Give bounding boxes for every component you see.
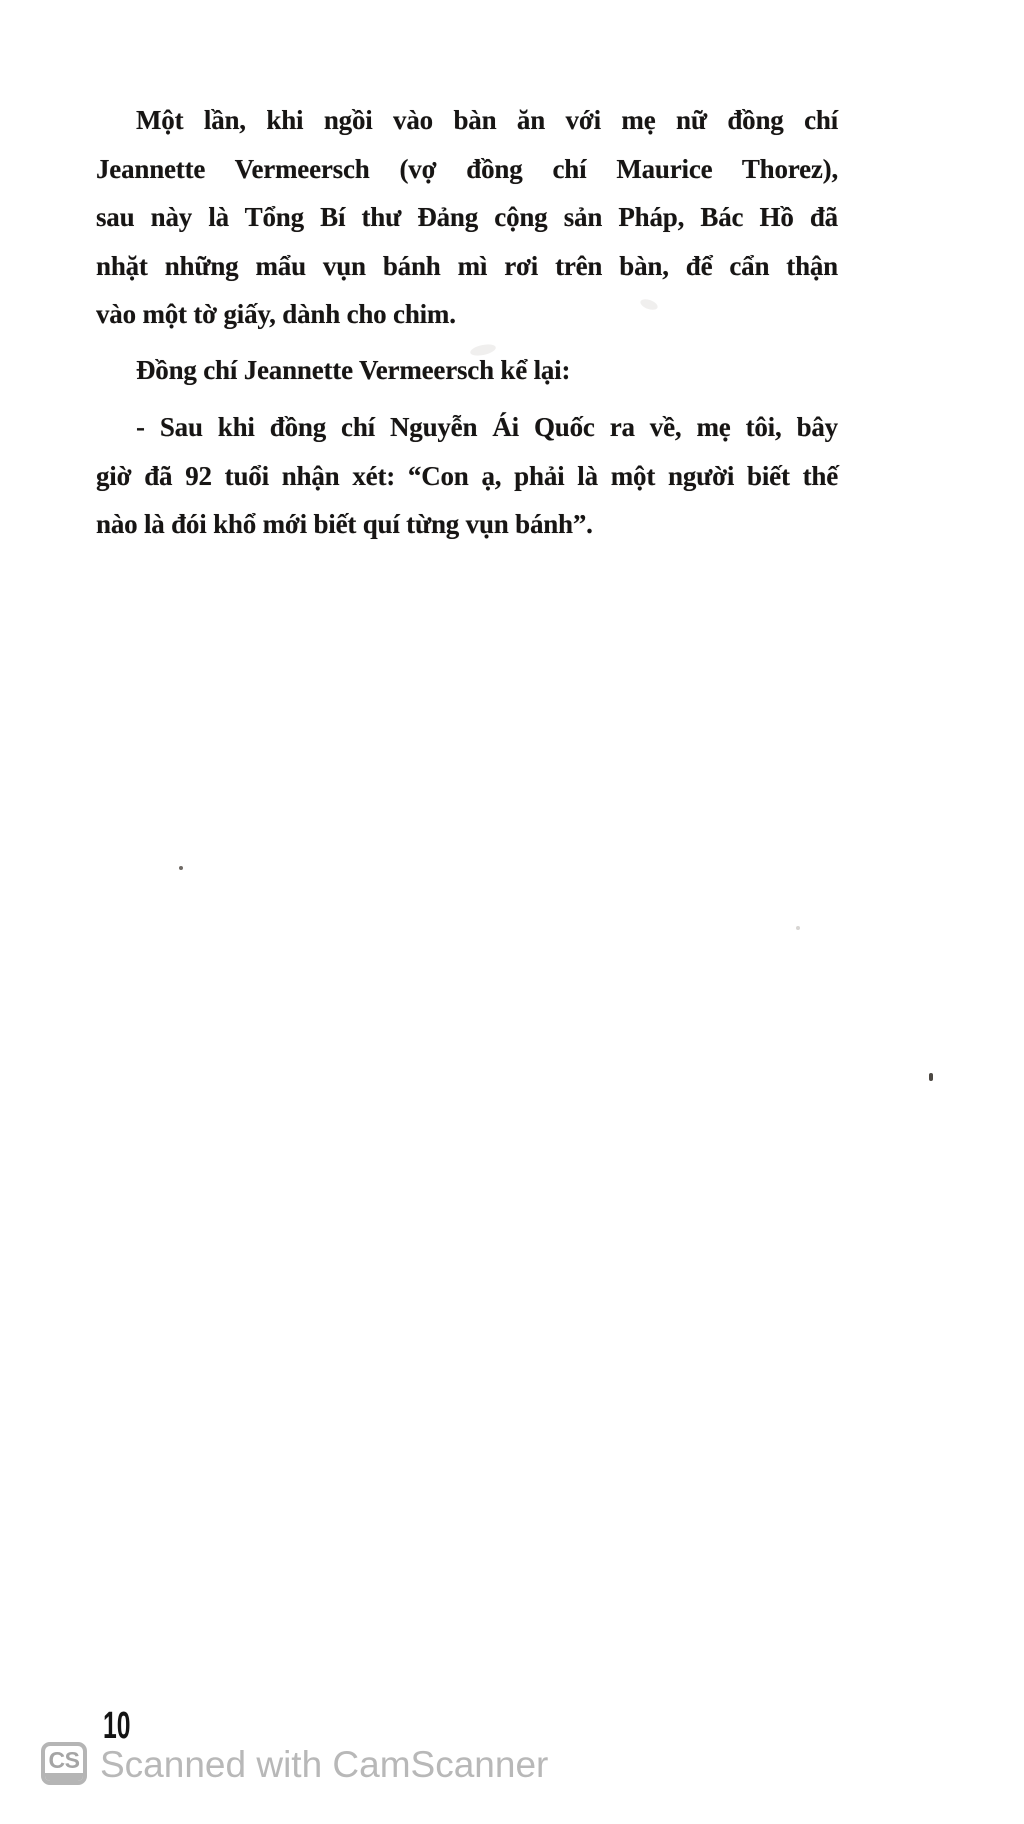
camscanner-logo-letters: CS xyxy=(48,1747,80,1773)
text-line-content: giờ đã 92 tuổi nhận xét: “Con ạ, phải là một người biết thế xyxy=(96,460,838,491)
paragraph xyxy=(96,96,838,339)
text-line xyxy=(96,290,838,339)
text-line xyxy=(96,242,838,291)
text-line xyxy=(96,193,838,242)
page-number: 10 xyxy=(103,1705,131,1747)
text-line xyxy=(96,145,838,194)
camscanner-logo-bar xyxy=(45,1773,83,1781)
text-line-content: Một lần, khi ngồi vào bàn ăn với mẹ nữ đồng chí xyxy=(136,105,838,135)
text-line-content: Đồng chí Jeannette Vermeersch kể lại: xyxy=(136,354,571,385)
paragraph xyxy=(96,346,838,395)
text-line xyxy=(96,403,838,452)
text-line-content: Jeannette Vermeersch (vợ đồng chí Maurice Thorez), xyxy=(96,153,838,184)
text-line xyxy=(96,452,838,501)
text-line-content: - Sau khi đồng chí Nguyễn Ái Quốc ra về, mẹ tôi, bây xyxy=(136,412,838,442)
scan-speck xyxy=(929,1073,933,1081)
text-line xyxy=(96,346,838,395)
text-line-content: nhặt những mẩu vụn bánh mì rơi trên bàn, để cẩn thận xyxy=(96,250,838,281)
text-line xyxy=(96,96,838,145)
text-line-content: vào một tờ giấy, dành cho chim. xyxy=(96,299,456,329)
text-line-content: nào là đói khổ mới biết quí từng vụn bánh”. xyxy=(96,509,593,539)
scan-speck xyxy=(179,866,183,870)
camscanner-watermark-text: Scanned with CamScanner xyxy=(100,1744,549,1785)
text-line-content: sau này là Tổng Bí thư Đảng cộng sản Pháp, Bác Hồ đã xyxy=(96,202,838,232)
camscanner-logo-icon xyxy=(41,1742,87,1785)
body-text xyxy=(96,96,838,549)
scan-speck xyxy=(796,926,800,930)
text-line xyxy=(96,500,838,549)
paragraph xyxy=(96,403,838,549)
